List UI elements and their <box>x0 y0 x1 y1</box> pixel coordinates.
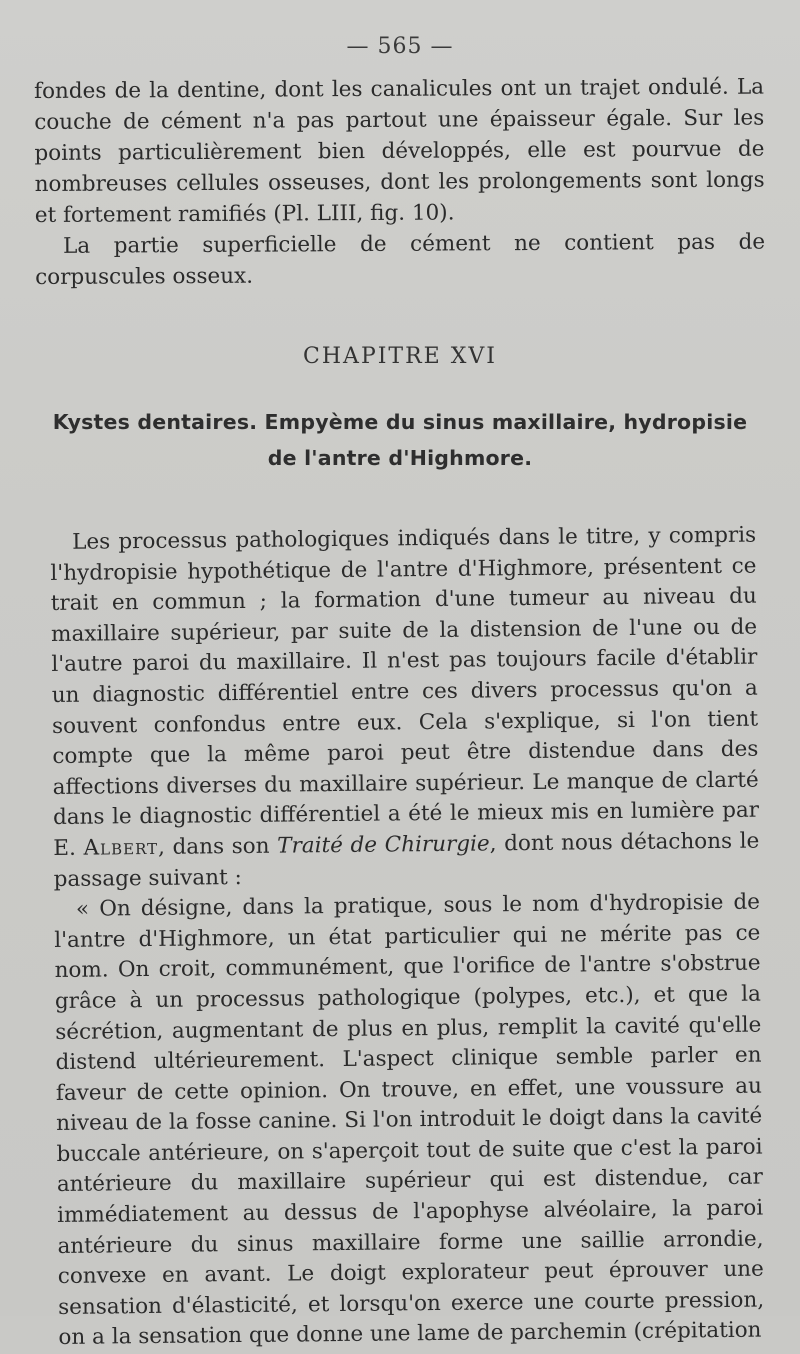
quoted-paragraph: « On désigne, dans la pratique, sous le nom d'hydropisie de l'antre d'Highmore, un état particulier qui ne mérite pas ce nom. On croit, communément, que l'orifice de l'antre s'obstrue grâce à un processus pathologique (polypes, etc.), et que la sécrétion, augmentant de plus en plus, remplit la cavité qu'elle distend ultérieurement. L'aspect clinique semble parler en faveur de cette opinion. On trouve, en effet, une voussure au niveau de la fosse canine. Si l'on introduit le doigt dans la cavité buccale antérieure, on s'aperçoit tout de suite que c'est la paroi antérieure du maxillaire supérieur qui est distendue, car immédiatement au dessus de l'apophyse alvéolaire, la paroi antérieure du sinus maxillaire forme une saillie arrondie, convexe en avant. Le doigt explorateur peut éprouver une sensation d'élasticité, et lorsqu'on exerce une courte pression, on a la sensation que donne une lame de parchemin (crépitation <box>54 889 765 1351</box>
paragraph <box>50 521 760 895</box>
paragraph: La partie superficielle de cément ne contient pas de corpuscules osseux. <box>35 229 766 290</box>
paragraph: fondes de la dentine, dont les canalicules ont un trajet ondulé. La couche de cément n'a pas partout une épaisseur égale. Sur les points particulièrement bien développés, elle est pourvue de nombreuses cellules osseuses, dont les prolongements sont longs et fortement ramifiés (Pl. LIII, fig. 10). <box>34 74 765 228</box>
paragraph-text: , dont nous détachons le passage suivant : <box>53 828 760 892</box>
section-title: Kystes dentaires. Empyème du sinus maxillaire, hydropisie de l'antre d'Highmore. <box>52 410 748 470</box>
continued-text <box>34 72 765 293</box>
chapter-body <box>50 521 765 1354</box>
work-title: Traité de Chirurgie <box>277 831 490 859</box>
page-number: — 565 — <box>346 34 454 59</box>
author-name: Albert <box>83 834 159 861</box>
paragraph-text: Les processus pathologiques indiqués dans le titre, y compris l'hydropisie hypothétique de l'antre d'Highmore, présentent ce trait en commun ; la formation d'une tumeur au niveau du maxillaire supérieur, par suite de la distension de l'une ou de l'autre paroi du maxillaire. Il n'est pas toujours facile d'établir un diagnostic différentiel entre ces divers processus qu'on a souvent confondus entre eux. Cela s'explique, si l'on tient compte que la même paroi peut être distendue dans des affections diverses du maxillaire supérieur. Le manque de clarté dans le diagnostic différentiel a été le mieux mis en lumière par E. <box>50 522 760 861</box>
chapter-title: CHAPITRE XVI <box>303 344 497 369</box>
paragraph-text: , dans son <box>157 833 270 860</box>
